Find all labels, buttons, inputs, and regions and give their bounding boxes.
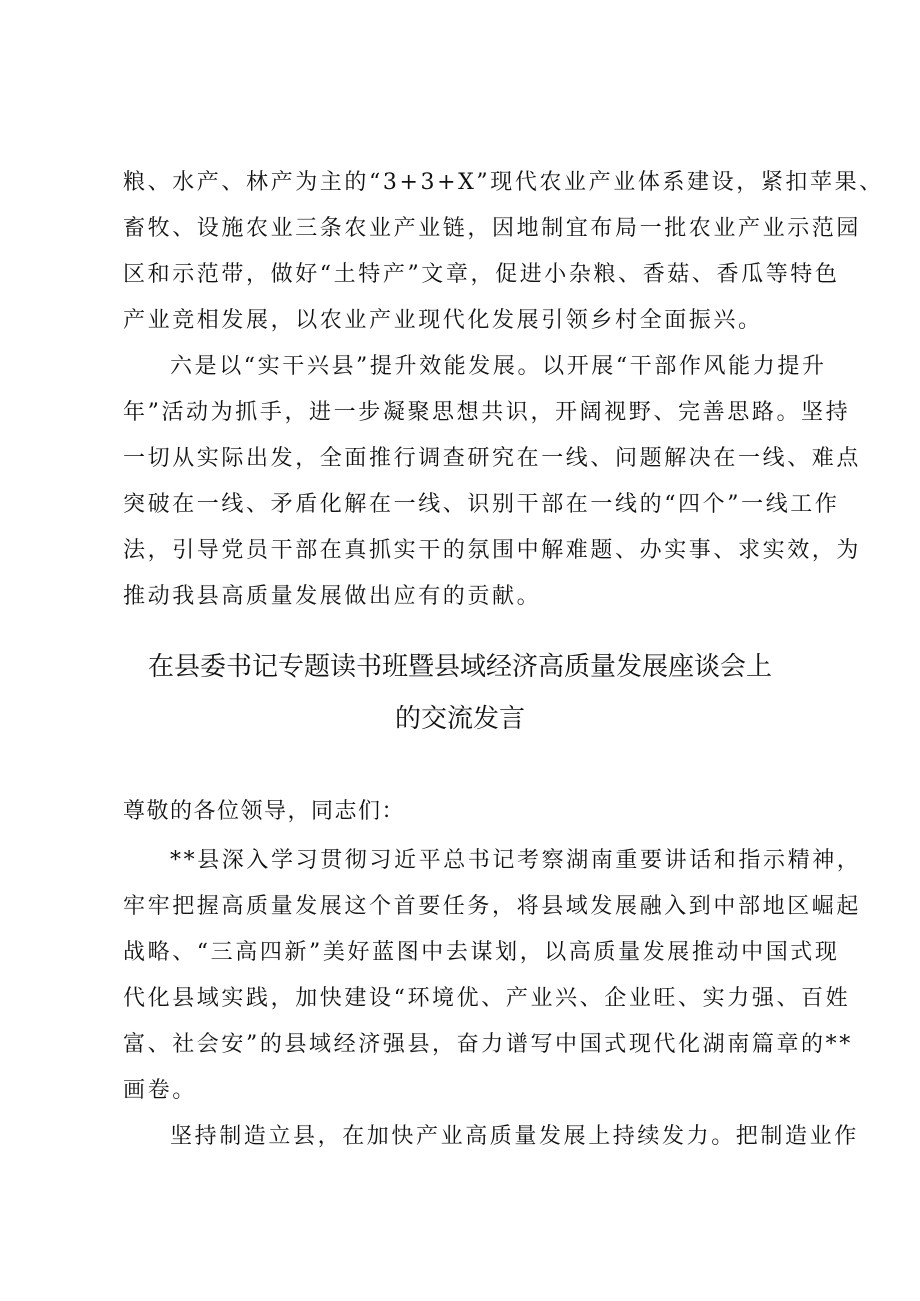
paragraph-2-line-1: 六是以“实干兴县”提升效能发展。以开展“干部作风能力提升 bbox=[170, 354, 827, 379]
paragraph-2-line-5: 法，引导党员干部在真抓实干的氛围中解难题、办实事、求实效，为 bbox=[123, 538, 862, 563]
paragraph-1-line-4: 产业竞相发展，以农业产业现代化发展引领乡村全面振兴。 bbox=[123, 308, 763, 333]
paragraph-3-line-3: 战略、“三高四新”美好蓝图中去谋划，以高质量发展推动中国式现 bbox=[123, 940, 840, 965]
salutation: 尊敬的各位领导，同志们： bbox=[123, 799, 406, 824]
speech-title-line-1: 在县委书记专题读书班暨县域经济高质量发展座谈会上 bbox=[147, 652, 772, 682]
paragraph-3-line-2: 牢牢把握高质量发展这个首要任务，将县域发展融入到中部地区崛起 bbox=[123, 894, 862, 919]
paragraph-3-line-4: 代化县域实践，加快建设“环境优、产业兴、企业旺、实力强、百姓 bbox=[123, 986, 851, 1011]
paragraph-3-line-6: 画卷。 bbox=[123, 1078, 197, 1103]
paragraph-4-line-1: 坚持制造立县，在加快产业高质量发展上持续发力。把制造业作 bbox=[170, 1124, 859, 1149]
paragraph-2-line-3: 一切从实际出发，全面推行调查研究在一线、问题解决在一线、难点 bbox=[123, 446, 862, 471]
paragraph-2-line-6: 推动我县高质量发展做出应有的贡献。 bbox=[123, 584, 542, 609]
paragraph-1-line-2: 畜牧、设施农业三条农业产业链，因地制宜布局一批农业产业示范园 bbox=[123, 216, 862, 241]
paragraph-1-line-3: 区和示范带，做好“土特产”文章，促进小杂粮、香菇、香瓜等特色 bbox=[123, 262, 840, 287]
speech-title-line-2: 的交流发言 bbox=[394, 704, 525, 734]
paragraph-1-line-1: 粮、水产、林产为主的“3+3+X”现代农业产业体系建设，紧扣苹果、 bbox=[123, 170, 884, 195]
paragraph-2-line-2: 年”活动为抓手，进一步凝聚思想共识，开阔视野、完善思路。坚持 bbox=[123, 400, 851, 425]
paragraph-3-line-1: **县深入学习贯彻习近平总书记考察湖南重要讲话和指示精神， bbox=[170, 848, 862, 873]
paragraph-3-line-5: 富、社会安”的县域经济强县，奋力谱写中国式现代化湖南篇章的** bbox=[123, 1032, 853, 1057]
paragraph-2-line-4: 突破在一线、矛盾化解在一线、识别干部在一线的“四个”一线工作 bbox=[123, 492, 840, 517]
